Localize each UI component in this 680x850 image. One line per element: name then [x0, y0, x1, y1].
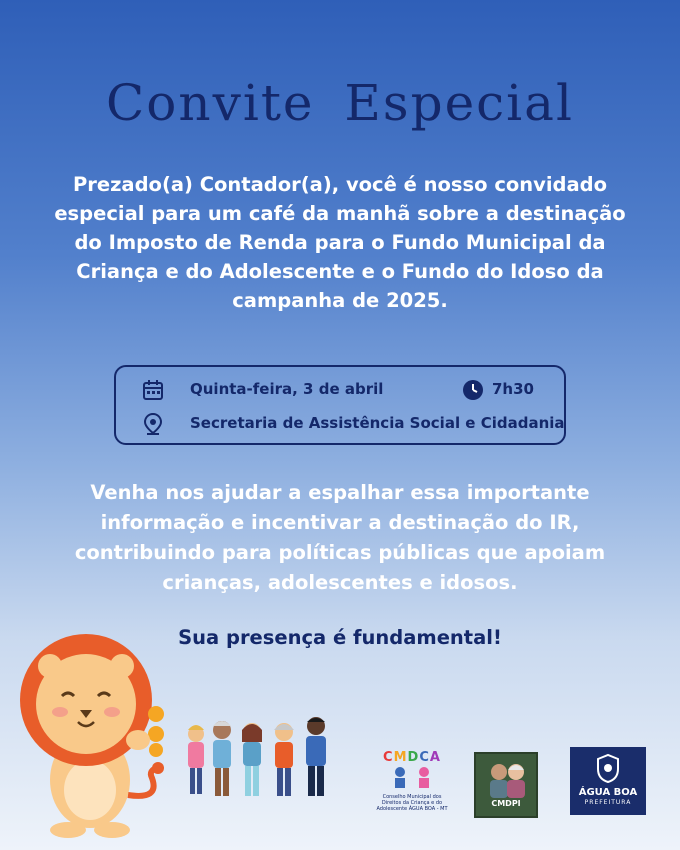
page-title: Convite Especial: [106, 74, 574, 132]
event-info-box: [114, 365, 566, 445]
elderly-couple-icon: [484, 760, 530, 798]
map-pin-icon: [142, 413, 164, 435]
event-location: Secretaria de Assistência Social e Cidadania: [190, 414, 565, 432]
event-location-row: [116, 409, 564, 439]
cmdca-logo-subtitle: Conselho Municipal dos Direitos da Criança e do Adolescente ÁGUA BOA - MT: [376, 794, 448, 812]
children-icon: [388, 766, 436, 794]
agua-boa-name: ÁGUA BOA: [578, 787, 638, 798]
call-to-action-text: Venha nos ajudar a espalhar essa importante informação e incentivar a destinação do IR, contribuindo para políticas públicas que apoiam crianças, adolescentes e idosos.: [74, 481, 606, 594]
clock-icon: [462, 379, 484, 401]
event-date: Quinta-feira, 3 de abril: [190, 380, 384, 398]
municipal-crest-icon: [596, 753, 620, 783]
calendar-icon: [142, 379, 164, 401]
cmdpi-logo-name: CMDPI: [491, 799, 521, 808]
invitation-text: Prezado(a) Contador(a), você é nosso convidado especial para um café da manhã sobre a destinação do Imposto de Renda para o Fundo Municipal da Criança e do Adolescente e o Fundo do Idoso da campanha de 2025.: [54, 173, 626, 312]
agua-boa-prefeitura-logo: [570, 747, 646, 815]
agua-boa-subtitle: PREFEITURA: [584, 799, 632, 806]
closing-text: Sua presença é fundamental!: [178, 626, 502, 649]
lion-mascot-illustration: [20, 630, 190, 840]
family-people-illustration: [178, 712, 338, 802]
cmdca-logo: [374, 748, 450, 820]
event-time: 7h30: [492, 380, 534, 398]
cmdpi-logo: [474, 752, 538, 818]
event-date-row: [116, 375, 564, 405]
cmdca-logo-name: CMDCA: [383, 750, 441, 765]
